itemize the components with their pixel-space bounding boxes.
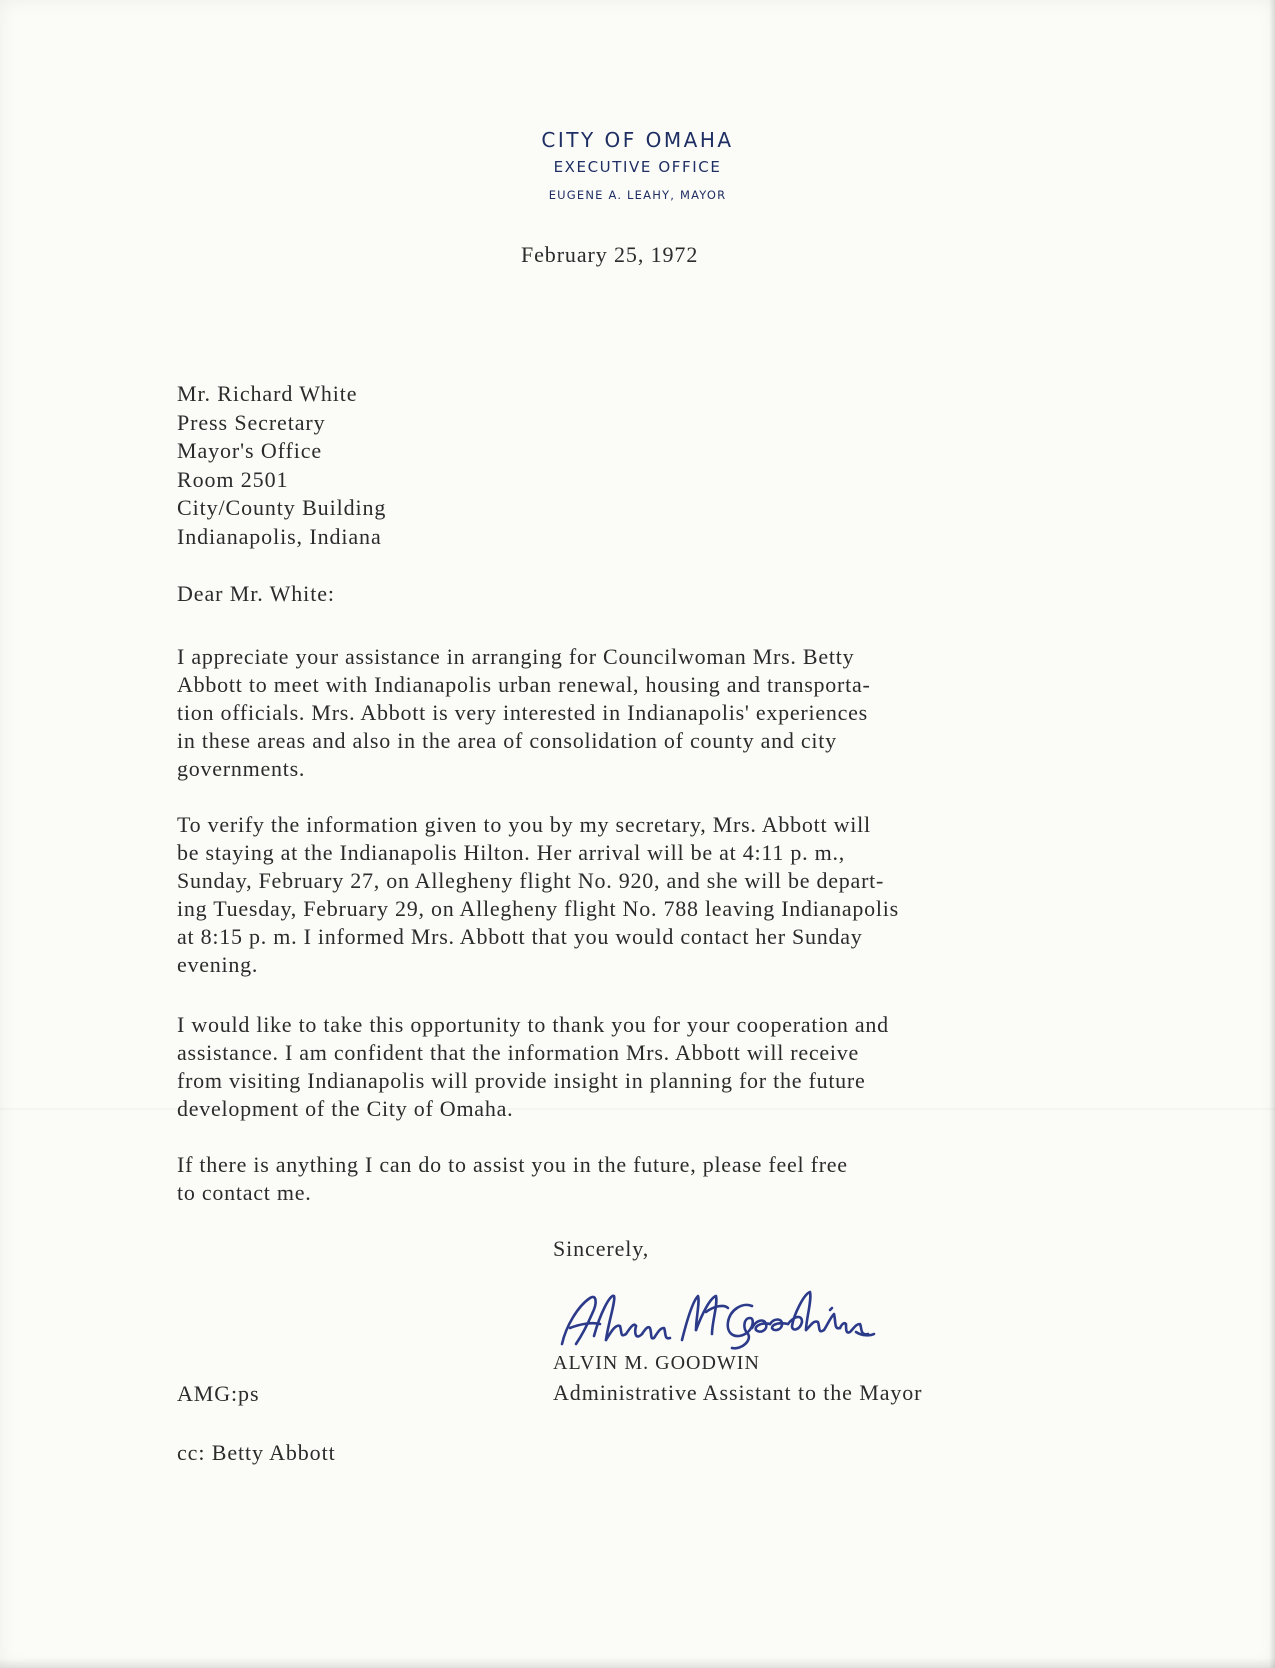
signer-name: ALVIN M. GOODWIN [553,1352,760,1374]
body-line: governments. [177,756,306,781]
paper-bottom-shadow [0,1658,1275,1668]
reference-initials: AMG:ps [177,1381,260,1406]
body-line: I appreciate your assistance in arranging for Councilwoman Mrs. Betty [177,644,855,669]
body-line: I would like to take this opportunity to thank you for your cooperation and [177,1012,889,1037]
body-line: to contact me. [177,1180,312,1205]
letterhead-city: CITY OF OMAHA [541,128,734,152]
body-line: Sunday, February 27, on Allegheny flight No. 920, and she will be depart- [177,868,885,893]
body-line: assistance. I am confident that the information Mrs. Abbott will receive [177,1040,860,1065]
body-paragraph-3 [177,1011,889,1123]
salutation: Dear Mr. White: [177,581,335,606]
signer-title: Administrative Assistant to the Mayor [553,1380,923,1405]
recipient-building: City/County Building [177,495,387,520]
paper-edge-shadow [1269,0,1275,1668]
recipient-address [177,380,386,551]
signature-image [556,1284,876,1354]
body-line: be staying at the Indianapolis Hilton. Her arrival will be at 4:11 p. m., [177,840,845,865]
letterhead-mayor: EUGENE A. LEAHY, MAYOR [548,188,727,202]
body-line: in these areas and also in the area of consolidation of county and city [177,728,837,753]
letterhead-office: EXECUTIVE OFFICE [553,158,722,176]
body-paragraph-2 [177,811,899,979]
body-line: development of the City of Omaha. [177,1096,514,1121]
body-line: evening. [177,952,259,977]
handwritten-signature [556,1284,876,1354]
carbon-copy-line: cc: Betty Abbott [177,1440,336,1465]
body-line: tion officials. Mrs. Abbott is very interested in Indianapolis' experiences [177,700,868,725]
body-line: at 8:15 p. m. I informed Mrs. Abbott that you would contact her Sunday [177,924,863,949]
body-line: Abbott to meet with Indianapolis urban renewal, housing and transporta- [177,672,871,697]
recipient-name: Mr. Richard White [177,381,358,406]
complimentary-closing: Sincerely, [553,1236,650,1261]
letter-date: February 25, 1972 [521,242,699,267]
body-line: from visiting Indianapolis will provide insight in planning for the future [177,1068,866,1093]
body-paragraph-1 [177,643,871,783]
body-paragraph-4 [177,1151,848,1207]
recipient-title: Press Secretary [177,409,326,435]
recipient-room: Room 2501 [177,466,289,492]
body-line: ing Tuesday, February 29, on Allegheny flight No. 788 leaving Indianapolis [177,896,899,921]
body-line: If there is anything I can do to assist you in the future, please feel free [177,1152,848,1177]
recipient-city: Indianapolis, Indiana [177,523,382,549]
body-line: To verify the information given to you by my secretary, Mrs. Abbott will [177,812,871,837]
recipient-office: Mayor's Office [177,438,323,463]
